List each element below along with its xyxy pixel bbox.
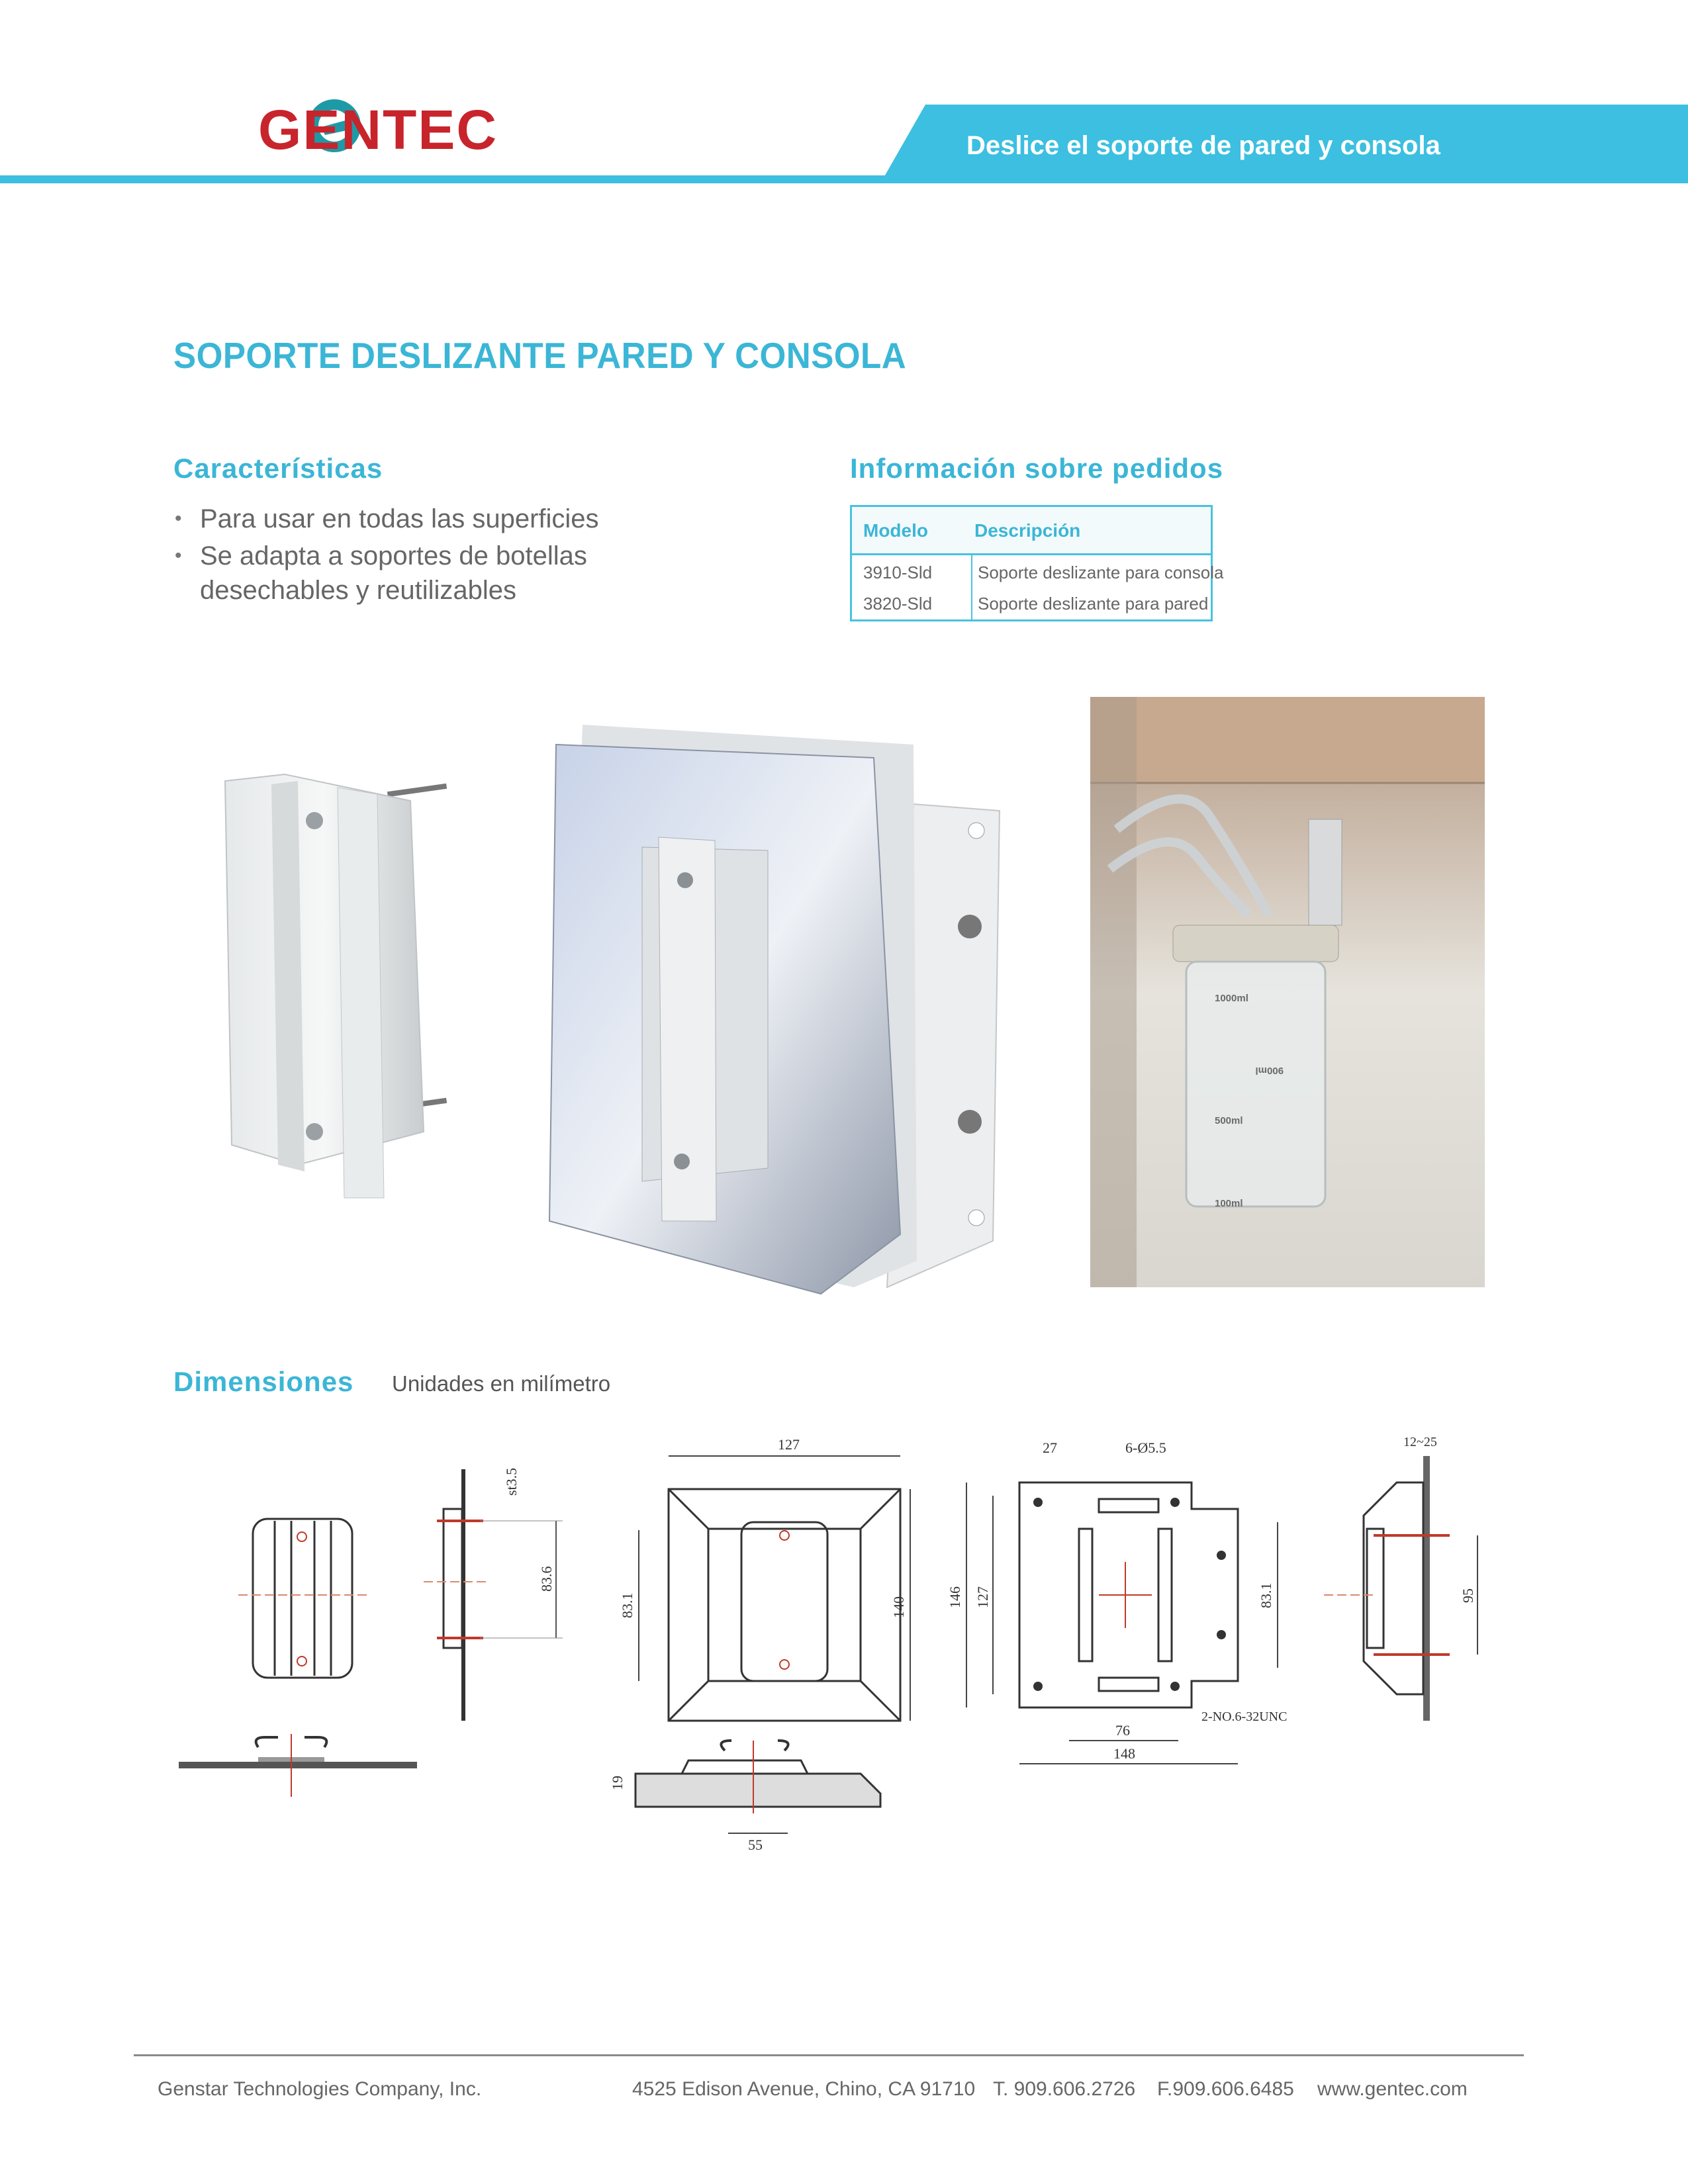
dim-label: 6-Ø5.5 <box>1125 1439 1166 1456</box>
dim-label: 127 <box>974 1586 991 1608</box>
dim-label: 12~25 <box>1403 1435 1437 1449</box>
column-header-model: Modelo <box>863 520 928 541</box>
drawing-small-profile <box>172 1721 424 1800</box>
dim-label: 140 <box>890 1596 907 1618</box>
dim-label: 27 <box>1043 1439 1057 1456</box>
features-list <box>173 502 677 610</box>
column-header-description: Descripción <box>974 520 1081 541</box>
canister-label: 100ml <box>1215 1198 1243 1209</box>
cell-description: Soporte deslizante para consola <box>978 563 1224 582</box>
canister-mounted-photo <box>1090 697 1485 1287</box>
feature-item: • Se adapta a soportes de botellas desechables y reutilizables <box>173 539 677 608</box>
dim-label: 19 <box>609 1776 626 1790</box>
dim-label: 148 <box>1113 1745 1135 1762</box>
drawing-large-side <box>1324 1430 1496 1741</box>
slide-bracket-photo <box>212 761 463 1238</box>
drawing-small-front <box>238 1502 371 1694</box>
cell-description: Soporte deslizante para pared <box>978 594 1209 614</box>
footer-address: 4525 Edison Avenue, Chino, CA 91710 <box>632 2078 976 2100</box>
dim-label: 83.6 <box>538 1566 555 1592</box>
canister-label: 1000ml <box>1215 993 1248 1004</box>
drawing-back-plate <box>940 1430 1311 1787</box>
dimensions-heading: Dimensiones <box>173 1366 354 1397</box>
dim-label: 95 <box>1460 1588 1476 1603</box>
feature-item: • Para usar en todas las superficies <box>173 502 677 536</box>
footer-website-link[interactable]: www.gentec.com <box>1317 2078 1468 2100</box>
ordering-table <box>850 505 1224 621</box>
drawing-small-side <box>424 1456 576 1734</box>
page-title: SOPORTE DESLIZANTE PARED Y CONSOLA <box>173 335 907 376</box>
header-tagline: Deslice el soporte de pared y consola <box>966 131 1440 160</box>
drawing-large-profile <box>609 1734 900 1853</box>
console-bracket-photo <box>543 718 1006 1314</box>
footer-divider <box>134 2054 1524 2056</box>
canister-label: 900ml <box>1255 1065 1284 1076</box>
footer-phone: T. 909.606.2726 <box>993 2078 1136 2100</box>
dim-label: 2-NO.6-32UNC <box>1201 1709 1288 1724</box>
dim-label: 83.1 <box>619 1592 635 1618</box>
table-header <box>852 507 1211 555</box>
table-divider <box>971 553 972 621</box>
canister-label: 500ml <box>1215 1115 1243 1126</box>
dim-label: st3.5 <box>503 1467 520 1496</box>
drawing-large-front <box>609 1430 920 1734</box>
brand-logo-text: GENTEC <box>258 99 498 161</box>
ordering-heading: Información sobre pedidos <box>850 453 1224 484</box>
cell-model: 3910-Sld <box>863 563 933 582</box>
footer-fax: F.909.606.6485 <box>1157 2078 1294 2100</box>
dim-label: 146 <box>947 1586 963 1608</box>
features-heading: Características <box>173 453 383 484</box>
dimensions-units: Unidades en milímetro <box>392 1371 611 1396</box>
dim-label: 83.1 <box>1258 1582 1274 1608</box>
dim-label: 127 <box>778 1436 800 1453</box>
dim-label: 55 <box>748 1837 763 1853</box>
dim-label: 76 <box>1115 1722 1130 1739</box>
footer-company: Genstar Technologies Company, Inc. <box>158 2078 482 2100</box>
cell-model: 3820-Sld <box>863 594 933 614</box>
